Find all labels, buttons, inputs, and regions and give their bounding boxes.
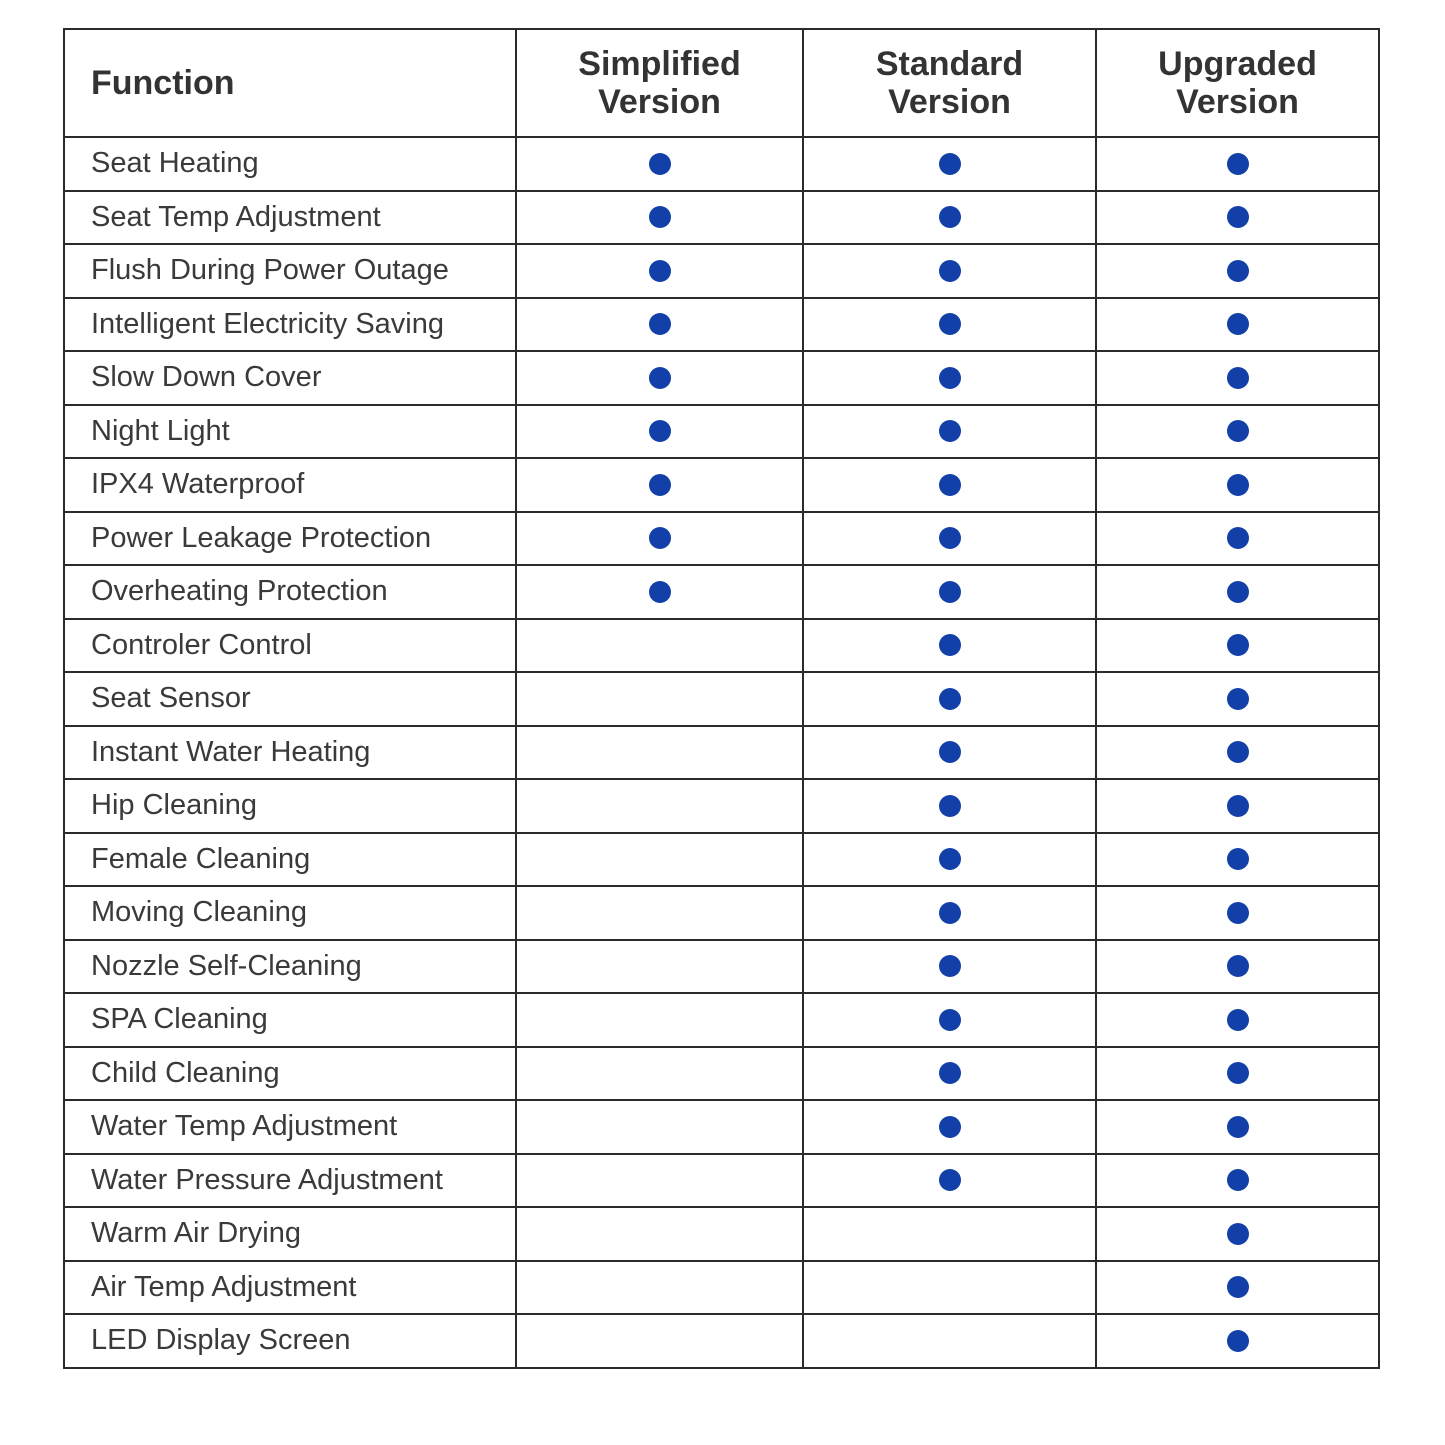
included-dot-icon xyxy=(1227,527,1249,549)
table-row xyxy=(64,137,1379,191)
simplified-header-line-1: Simplified xyxy=(578,45,741,83)
simplified-version-header xyxy=(516,29,803,137)
standard-version-cell xyxy=(803,1047,1096,1101)
function-name-cell: Slow Down Cover xyxy=(64,351,516,405)
table-row xyxy=(64,458,1379,512)
simplified-version-cell xyxy=(516,1154,803,1208)
standard-version-cell xyxy=(803,833,1096,887)
table-row xyxy=(64,191,1379,245)
included-dot-icon xyxy=(939,313,961,335)
included-dot-icon xyxy=(649,153,671,175)
table-row xyxy=(64,993,1379,1047)
included-dot-icon xyxy=(1227,741,1249,763)
simplified-version-cell xyxy=(516,619,803,673)
upgraded-version-cell xyxy=(1096,137,1379,191)
included-dot-icon xyxy=(939,795,961,817)
included-dot-icon xyxy=(1227,1330,1249,1352)
standard-version-cell xyxy=(803,1154,1096,1208)
table-row xyxy=(64,1207,1379,1261)
simplified-version-cell xyxy=(516,726,803,780)
table-row xyxy=(64,726,1379,780)
table-body xyxy=(64,137,1379,1368)
standard-version-cell xyxy=(803,351,1096,405)
standard-header-line-2: Version xyxy=(888,83,1011,121)
upgraded-version-cell xyxy=(1096,1154,1379,1208)
table-row xyxy=(64,1261,1379,1315)
included-dot-icon xyxy=(939,1062,961,1084)
table-row xyxy=(64,940,1379,994)
function-name-cell: Child Cleaning xyxy=(64,1047,516,1101)
included-dot-icon xyxy=(939,260,961,282)
upgraded-version-cell xyxy=(1096,940,1379,994)
simplified-version-cell xyxy=(516,940,803,994)
included-dot-icon xyxy=(939,741,961,763)
included-dot-icon xyxy=(1227,313,1249,335)
upgraded-header-line-1: Upgraded xyxy=(1158,45,1317,83)
included-dot-icon xyxy=(1227,688,1249,710)
function-name-cell: Flush During Power Outage xyxy=(64,244,516,298)
table-row xyxy=(64,833,1379,887)
function-name-cell: Seat Temp Adjustment xyxy=(64,191,516,245)
standard-version-cell xyxy=(803,672,1096,726)
standard-version-cell xyxy=(803,940,1096,994)
upgraded-version-cell xyxy=(1096,458,1379,512)
simplified-version-cell xyxy=(516,833,803,887)
function-name-cell: Water Temp Adjustment xyxy=(64,1100,516,1154)
included-dot-icon xyxy=(939,848,961,870)
function-name-cell: Seat Heating xyxy=(64,137,516,191)
standard-version-cell xyxy=(803,1314,1096,1368)
standard-version-cell xyxy=(803,726,1096,780)
function-name-cell: LED Display Screen xyxy=(64,1314,516,1368)
standard-version-cell xyxy=(803,405,1096,459)
included-dot-icon xyxy=(1227,153,1249,175)
simplified-version-cell xyxy=(516,1100,803,1154)
upgraded-version-cell xyxy=(1096,351,1379,405)
simplified-version-cell xyxy=(516,191,803,245)
standard-version-cell xyxy=(803,1100,1096,1154)
table-row xyxy=(64,619,1379,673)
simplified-version-cell xyxy=(516,565,803,619)
included-dot-icon xyxy=(649,581,671,603)
function-name-cell: Instant Water Heating xyxy=(64,726,516,780)
table-row xyxy=(64,1100,1379,1154)
upgraded-version-cell xyxy=(1096,672,1379,726)
standard-version-header xyxy=(803,29,1096,137)
standard-version-cell xyxy=(803,458,1096,512)
standard-version-cell xyxy=(803,565,1096,619)
upgraded-version-cell xyxy=(1096,619,1379,673)
upgraded-version-cell xyxy=(1096,1047,1379,1101)
included-dot-icon xyxy=(939,153,961,175)
table-row xyxy=(64,298,1379,352)
standard-version-cell xyxy=(803,191,1096,245)
function-name-cell: Water Pressure Adjustment xyxy=(64,1154,516,1208)
included-dot-icon xyxy=(649,474,671,496)
included-dot-icon xyxy=(1227,260,1249,282)
upgraded-version-cell xyxy=(1096,405,1379,459)
included-dot-icon xyxy=(939,367,961,389)
included-dot-icon xyxy=(1227,902,1249,924)
function-name-cell: Seat Sensor xyxy=(64,672,516,726)
simplified-version-cell xyxy=(516,672,803,726)
table-row xyxy=(64,779,1379,833)
simplified-version-cell xyxy=(516,405,803,459)
simplified-version-cell xyxy=(516,1314,803,1368)
upgraded-header-line-2: Version xyxy=(1176,83,1299,121)
included-dot-icon xyxy=(939,1169,961,1191)
upgraded-version-cell xyxy=(1096,298,1379,352)
included-dot-icon xyxy=(1227,634,1249,656)
function-name-cell: Hip Cleaning xyxy=(64,779,516,833)
table-row xyxy=(64,565,1379,619)
standard-version-cell xyxy=(803,993,1096,1047)
function-name-cell: Night Light xyxy=(64,405,516,459)
included-dot-icon xyxy=(1227,474,1249,496)
table-row xyxy=(64,351,1379,405)
header-row xyxy=(64,29,1379,137)
upgraded-version-header xyxy=(1096,29,1379,137)
simplified-version-cell xyxy=(516,137,803,191)
included-dot-icon xyxy=(1227,955,1249,977)
included-dot-icon xyxy=(1227,1009,1249,1031)
standard-version-cell xyxy=(803,1207,1096,1261)
upgraded-version-cell xyxy=(1096,1314,1379,1368)
included-dot-icon xyxy=(649,313,671,335)
upgraded-version-cell xyxy=(1096,244,1379,298)
simplified-version-cell xyxy=(516,512,803,566)
standard-version-cell xyxy=(803,137,1096,191)
table-row xyxy=(64,1314,1379,1368)
upgraded-version-cell xyxy=(1096,191,1379,245)
simplified-version-cell xyxy=(516,1047,803,1101)
included-dot-icon xyxy=(1227,1223,1249,1245)
table-row xyxy=(64,512,1379,566)
included-dot-icon xyxy=(939,474,961,496)
function-name-cell: Controler Control xyxy=(64,619,516,673)
included-dot-icon xyxy=(1227,1062,1249,1084)
standard-version-cell xyxy=(803,298,1096,352)
included-dot-icon xyxy=(1227,1276,1249,1298)
included-dot-icon xyxy=(939,581,961,603)
upgraded-version-cell xyxy=(1096,1261,1379,1315)
standard-version-cell xyxy=(803,779,1096,833)
simplified-version-cell xyxy=(516,244,803,298)
function-column-header: Function xyxy=(64,29,516,137)
included-dot-icon xyxy=(1227,420,1249,442)
function-name-cell: IPX4 Waterproof xyxy=(64,458,516,512)
standard-version-cell xyxy=(803,886,1096,940)
upgraded-version-cell xyxy=(1096,833,1379,887)
upgraded-version-cell xyxy=(1096,565,1379,619)
function-name-cell: Intelligent Electricity Saving xyxy=(64,298,516,352)
included-dot-icon xyxy=(649,527,671,549)
table-row xyxy=(64,405,1379,459)
simplified-version-cell xyxy=(516,298,803,352)
table-row xyxy=(64,886,1379,940)
included-dot-icon xyxy=(939,688,961,710)
included-dot-icon xyxy=(649,420,671,442)
standard-version-cell xyxy=(803,512,1096,566)
standard-version-cell xyxy=(803,1261,1096,1315)
included-dot-icon xyxy=(1227,848,1249,870)
included-dot-icon xyxy=(939,420,961,442)
included-dot-icon xyxy=(1227,206,1249,228)
function-name-cell: Warm Air Drying xyxy=(64,1207,516,1261)
standard-version-cell xyxy=(803,619,1096,673)
included-dot-icon xyxy=(939,527,961,549)
simplified-header-line-2: Version xyxy=(598,83,721,121)
function-name-cell: Moving Cleaning xyxy=(64,886,516,940)
standard-header-line-1: Standard xyxy=(875,45,1024,83)
function-name-cell: Nozzle Self-Cleaning xyxy=(64,940,516,994)
included-dot-icon xyxy=(939,206,961,228)
simplified-version-cell xyxy=(516,779,803,833)
upgraded-version-cell xyxy=(1096,886,1379,940)
included-dot-icon xyxy=(939,902,961,924)
included-dot-icon xyxy=(1227,1116,1249,1138)
function-name-cell: Power Leakage Protection xyxy=(64,512,516,566)
included-dot-icon xyxy=(939,955,961,977)
function-name-cell: Female Cleaning xyxy=(64,833,516,887)
simplified-version-cell xyxy=(516,993,803,1047)
simplified-version-cell xyxy=(516,351,803,405)
included-dot-icon xyxy=(1227,581,1249,603)
table-row xyxy=(64,244,1379,298)
simplified-version-cell xyxy=(516,1207,803,1261)
upgraded-version-cell xyxy=(1096,1207,1379,1261)
simplified-version-cell xyxy=(516,458,803,512)
included-dot-icon xyxy=(939,634,961,656)
upgraded-version-cell xyxy=(1096,1100,1379,1154)
function-name-cell: SPA Cleaning xyxy=(64,993,516,1047)
included-dot-icon xyxy=(649,367,671,389)
table-row xyxy=(64,1154,1379,1208)
included-dot-icon xyxy=(649,206,671,228)
included-dot-icon xyxy=(1227,367,1249,389)
function-name-cell: Air Temp Adjustment xyxy=(64,1261,516,1315)
included-dot-icon xyxy=(939,1009,961,1031)
standard-version-cell xyxy=(803,244,1096,298)
table-row xyxy=(64,1047,1379,1101)
upgraded-version-cell xyxy=(1096,512,1379,566)
function-name-cell: Overheating Protection xyxy=(64,565,516,619)
included-dot-icon xyxy=(649,260,671,282)
feature-comparison-table xyxy=(63,28,1380,1369)
comparison-table-container xyxy=(63,28,1378,1369)
upgraded-version-cell xyxy=(1096,993,1379,1047)
included-dot-icon xyxy=(1227,795,1249,817)
upgraded-version-cell xyxy=(1096,779,1379,833)
simplified-version-cell xyxy=(516,1261,803,1315)
table-row xyxy=(64,672,1379,726)
included-dot-icon xyxy=(1227,1169,1249,1191)
included-dot-icon xyxy=(939,1116,961,1138)
simplified-version-cell xyxy=(516,886,803,940)
upgraded-version-cell xyxy=(1096,726,1379,780)
